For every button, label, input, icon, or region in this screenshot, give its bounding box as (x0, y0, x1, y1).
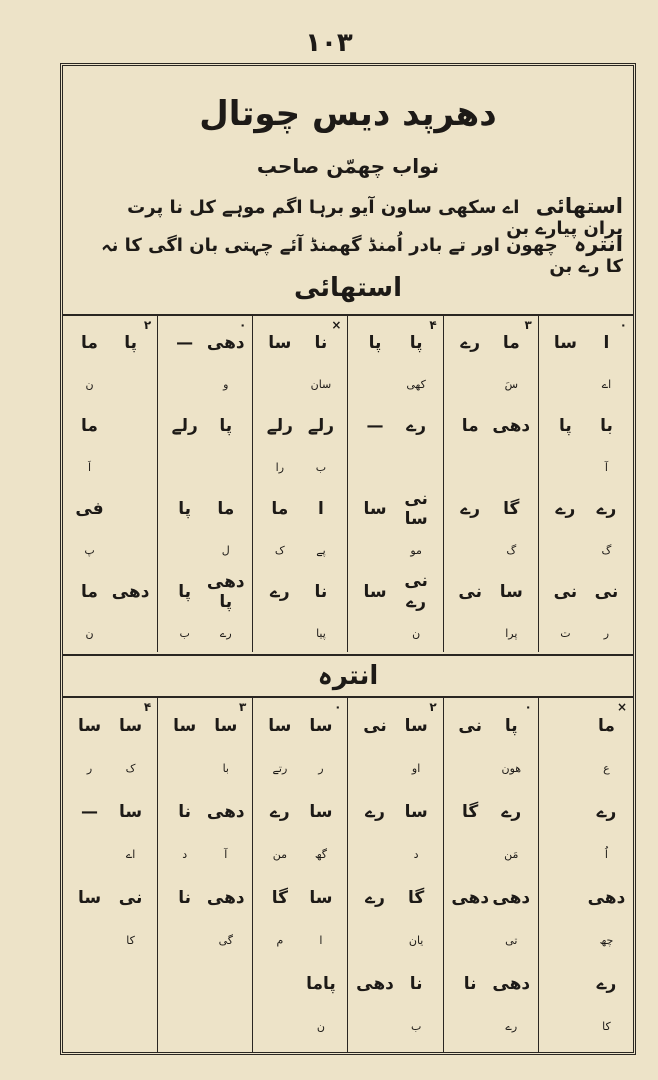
syllable-text: ا (319, 934, 323, 947)
swara-text: رے (460, 333, 481, 354)
swara-text: پاما (306, 973, 336, 994)
syllable-text: گھ (314, 848, 328, 861)
syllable-text: ب (179, 626, 190, 640)
syllable-text: ب (410, 1020, 422, 1033)
syllable-text: با (222, 762, 229, 775)
swara-text: دھی (356, 973, 394, 994)
note-row (63, 488, 157, 530)
syllable-text: ت (560, 626, 571, 640)
syllable-row (444, 613, 538, 655)
notation-column (63, 698, 157, 1053)
swara-text: دھی پا (206, 571, 245, 612)
syllable-text: کھی (406, 377, 426, 391)
swara-text: پا (219, 415, 233, 436)
syllable-row (63, 530, 157, 572)
swara-text: پا (409, 332, 423, 353)
swara-text: سا (309, 801, 333, 822)
syllable-row (253, 919, 347, 962)
syllable-row (348, 833, 442, 876)
syllable-row (539, 833, 633, 876)
syllable-text: ر (318, 762, 324, 775)
syllable-row (539, 919, 633, 962)
swara-text: گا (271, 887, 288, 908)
swara-text: فی (75, 498, 104, 519)
swara-text: رے (269, 582, 290, 603)
swara-text: نی (553, 581, 578, 602)
swara-text: سا (77, 887, 102, 908)
swara-text: سا (363, 581, 387, 602)
syllable-text: د (413, 848, 419, 861)
syllable-text: اُ (604, 848, 608, 861)
tala-marker: ۴ (143, 700, 152, 714)
notation-column (347, 698, 442, 1053)
notation-column (157, 698, 252, 1053)
syllable-row (348, 1005, 442, 1048)
swara-text: سا (499, 581, 523, 602)
syllable-row (253, 1005, 347, 1048)
swara-text: دھی (206, 332, 245, 353)
tala-marker: ۳ (238, 700, 247, 714)
notation-column (252, 698, 347, 1053)
swara-text: نی (458, 581, 482, 602)
note-row (539, 571, 633, 613)
tala-marker: ۰ (238, 318, 247, 332)
syllable-text: ب (315, 460, 327, 474)
swara-text: نی (594, 581, 619, 602)
note-row (539, 876, 633, 919)
swara-text: نا (314, 581, 328, 602)
swara-text: رے (596, 974, 617, 994)
swara-text: رلے (266, 416, 293, 437)
syllable-row (539, 530, 633, 572)
syllable-text: ر (86, 762, 93, 775)
lyric-text: اے سکھی ساون آیو برہا اگم موہے کل نا پرت پران پیارے بن (127, 197, 623, 239)
syllable-text: ر (603, 626, 610, 640)
note-row (63, 571, 157, 613)
note-row (253, 876, 347, 919)
swara-text: پا (368, 332, 382, 353)
note-row (253, 790, 347, 833)
syllable-text: مَن (504, 848, 519, 861)
tala-marker: × (616, 700, 627, 714)
composition-title: دھرپد دیس چوتال (199, 94, 497, 134)
header (63, 66, 633, 311)
swara-text: رے (365, 888, 385, 908)
syllable-row (348, 447, 442, 489)
swara-text: گا (462, 801, 479, 822)
swara-text: رلے (307, 416, 335, 437)
notation-column (347, 316, 442, 652)
notation-column (63, 316, 157, 652)
section-heading-antara: انترہ (317, 661, 379, 691)
note-row (444, 488, 538, 530)
note-row (253, 405, 347, 447)
tala-marker: ۲ (143, 318, 152, 332)
syllable-text: ن (85, 377, 94, 391)
swara-text: ما (217, 498, 235, 519)
note-row (158, 876, 252, 919)
lyric-label: انترہ (573, 232, 623, 256)
swara-text: دھی (206, 887, 245, 908)
syllable-row (63, 364, 157, 406)
swara-text: پا (178, 581, 192, 602)
note-row (348, 962, 442, 1005)
syllable-row (444, 833, 538, 876)
swara-text: دھی (111, 581, 150, 602)
syllable-row (63, 919, 157, 962)
syllable-row (444, 919, 538, 962)
syllable-text: او (411, 762, 421, 775)
tala-marker: ۴ (429, 318, 437, 332)
swara-text: ما (461, 415, 479, 436)
swara-text: پا (504, 715, 518, 736)
syllable-row (444, 447, 538, 489)
swara-text: سا (309, 887, 333, 908)
note-row (158, 405, 252, 447)
syllable-text: تی (505, 934, 518, 947)
swara-text: با (600, 415, 613, 436)
swara-text: ما (502, 332, 520, 353)
tala-marker: × (331, 318, 342, 332)
note-row (63, 790, 157, 833)
syllable-row (444, 530, 538, 572)
note-row (253, 571, 347, 613)
swara-text: ا (318, 498, 324, 519)
swara-text: نی (458, 715, 482, 736)
syllable-row (539, 364, 633, 406)
note-row (158, 790, 252, 833)
syllable-text: ل (221, 543, 230, 557)
syllable-text: گ (506, 543, 517, 557)
syllable-row (348, 919, 442, 962)
notation-grid-sthai (63, 314, 633, 652)
tala-marker: ۰ (619, 318, 627, 332)
syllable-row (539, 447, 633, 489)
tala-marker: ۲ (429, 700, 437, 714)
syllable-row (63, 447, 157, 489)
swara-text: دھی (492, 887, 531, 908)
syllable-text: چھ (599, 934, 614, 947)
swara-text: نا (178, 801, 192, 822)
syllable-text: ک (125, 762, 136, 775)
syllable-row (444, 1005, 538, 1048)
note-row (253, 488, 347, 530)
syllable-row (158, 833, 252, 876)
note-row (348, 571, 442, 613)
syllable-row (348, 613, 442, 655)
swara-text: سا (173, 715, 197, 736)
swara-text: سا (309, 715, 333, 736)
note-row (348, 405, 442, 447)
swara-text: سا (214, 715, 238, 736)
lyric-text: چھون اور تے بادر اُمنڈ گھمنڈ آئے چہتی بان اگی کا نہ کا رے بن (101, 235, 623, 277)
note-row (539, 790, 633, 833)
swara-text: — (81, 801, 98, 822)
note-row (63, 962, 157, 1005)
swara-text: پا (558, 415, 572, 436)
syllable-text: سَ (504, 377, 518, 391)
tala-marker: ۰ (524, 700, 532, 714)
syllable-text: من (272, 848, 287, 861)
swara-text: رے (596, 802, 617, 822)
note-row (158, 571, 252, 613)
syllable-text: پے (316, 543, 326, 557)
syllable-row (158, 747, 252, 790)
swara-text: سا (404, 801, 428, 822)
syllable-row (348, 747, 442, 790)
note-row (63, 876, 157, 919)
swara-text: نی (118, 887, 143, 908)
note-row (348, 488, 442, 530)
swara-text: رے (269, 802, 290, 822)
syllable-text: ک (274, 543, 285, 557)
syllable-text: ن (85, 626, 94, 640)
swara-text: رے (596, 499, 617, 520)
swara-text: نی رے (404, 571, 428, 613)
note-row (158, 488, 252, 530)
syllable-row (253, 747, 347, 790)
notation-grid-antara (63, 698, 633, 1053)
syllable-row (63, 833, 157, 876)
syllable-row (253, 364, 347, 406)
lyric-label: استھائی (535, 194, 623, 218)
swara-text: دھی (492, 415, 531, 436)
swara-text: نی (363, 715, 387, 736)
syllable-row (63, 613, 157, 655)
swara-text: — (176, 332, 194, 353)
note-row (63, 405, 157, 447)
lyric-line-antara (83, 232, 623, 277)
syllable-text: اے (601, 377, 612, 391)
note-row (444, 790, 538, 833)
note-row (539, 405, 633, 447)
syllable-text: گی (218, 934, 233, 947)
swara-text: رلے (171, 416, 198, 437)
swara-text: ا (603, 332, 610, 353)
syllable-row (253, 833, 347, 876)
swara-text: رے (406, 416, 426, 437)
syllable-text: ھون (501, 762, 522, 775)
syllable-row (348, 530, 442, 572)
note-row (539, 962, 633, 1005)
syllable-row (444, 364, 538, 406)
notation-frame (60, 63, 636, 1055)
syllable-row (158, 613, 252, 655)
syllable-text: ع (603, 762, 610, 775)
swara-text: سا (77, 715, 102, 736)
swara-text: نا (409, 973, 423, 994)
syllable-text: رتے (272, 762, 288, 775)
syllable-text: پرا (505, 626, 518, 640)
swara-text: — (366, 415, 384, 436)
syllable-text: پیا (316, 626, 326, 640)
syllable-text: رے (219, 626, 232, 640)
swara-text: سا (119, 715, 143, 736)
syllable-row (158, 1005, 252, 1048)
syllable-row (158, 447, 252, 489)
swara-text: سا (404, 715, 428, 736)
swara-text: ما (81, 332, 98, 353)
notation-column (443, 698, 538, 1053)
syllable-text: مو (410, 543, 422, 557)
notation-column (443, 316, 538, 652)
syllable-text: سان (310, 377, 332, 391)
syllable-text: گ (601, 543, 612, 557)
syllable-row (444, 747, 538, 790)
syllable-text: را (275, 460, 285, 474)
syllable-text: اے (125, 848, 136, 861)
syllable-row (253, 447, 347, 489)
swara-text: دھی (587, 887, 626, 908)
syllable-text: م (276, 934, 284, 947)
note-row (444, 876, 538, 919)
note-row (348, 790, 442, 833)
syllable-text: آ (224, 848, 228, 861)
swara-text: رے (460, 499, 481, 520)
swara-text: سا (268, 715, 292, 736)
swara-text: ما (81, 415, 98, 436)
syllable-text: آ (604, 460, 608, 474)
swara-text: نا (178, 887, 192, 908)
swara-text: پا (124, 332, 137, 353)
swara-text: سا (119, 801, 143, 822)
notation-column (538, 698, 633, 1053)
syllable-row (253, 530, 347, 572)
swara-text: ما (271, 498, 289, 519)
syllable-text: اَ (87, 460, 92, 474)
swara-text: پا (178, 498, 192, 519)
note-row (348, 876, 442, 919)
syllable-row (158, 364, 252, 406)
swara-text: نا (314, 332, 328, 353)
page-number: ۱۰۳ (305, 28, 353, 58)
syllable-row (63, 1005, 157, 1048)
syllable-row (158, 919, 252, 962)
note-row (253, 962, 347, 1005)
swara-text: رے (365, 802, 385, 822)
syllable-row (539, 1005, 633, 1048)
note-row (444, 405, 538, 447)
notation-column (157, 316, 252, 652)
swara-text: دھی (206, 801, 245, 822)
note-row (539, 488, 633, 530)
syllable-text: و (223, 377, 229, 391)
syllable-row (539, 747, 633, 790)
syllable-text: کا (602, 1020, 611, 1033)
note-row (158, 962, 252, 1005)
syllable-text: ن (412, 626, 421, 640)
swara-text: سا (268, 332, 292, 353)
swara-text: نی سا (404, 488, 428, 529)
swara-text: دھی (492, 973, 531, 994)
syllable-row (63, 747, 157, 790)
syllable-row (253, 613, 347, 655)
syllable-text: کا (126, 934, 135, 947)
swara-text: دھی (451, 887, 490, 908)
swara-text: نا (463, 973, 477, 994)
syllable-row (539, 613, 633, 655)
syllable-row (158, 530, 252, 572)
section-heading-sthai: استھائی (293, 273, 403, 303)
syllable-text: ن (316, 1020, 325, 1033)
swara-text: ما (598, 715, 615, 736)
syllable-row (348, 364, 442, 406)
syllable-text: د (182, 848, 188, 861)
swara-text: گا (503, 498, 520, 519)
syllable-text: رے (505, 1020, 518, 1033)
notation-column (538, 316, 633, 652)
note-row (444, 962, 538, 1005)
tala-marker: ۰ (334, 700, 342, 714)
swara-text: رے (555, 499, 576, 520)
swara-text: سا (553, 332, 577, 353)
swara-text: گا (407, 887, 425, 908)
tala-marker: ۳ (524, 318, 532, 332)
syllable-text: یان (408, 934, 424, 947)
swara-text: ما (81, 581, 98, 602)
note-row (444, 571, 538, 613)
swara-text: رے (501, 802, 522, 822)
composer-name: نواب چھمّن صاحب (256, 154, 440, 178)
syllable-text: پ (84, 543, 95, 557)
swara-text: سا (363, 498, 387, 519)
notation-column (252, 316, 347, 652)
